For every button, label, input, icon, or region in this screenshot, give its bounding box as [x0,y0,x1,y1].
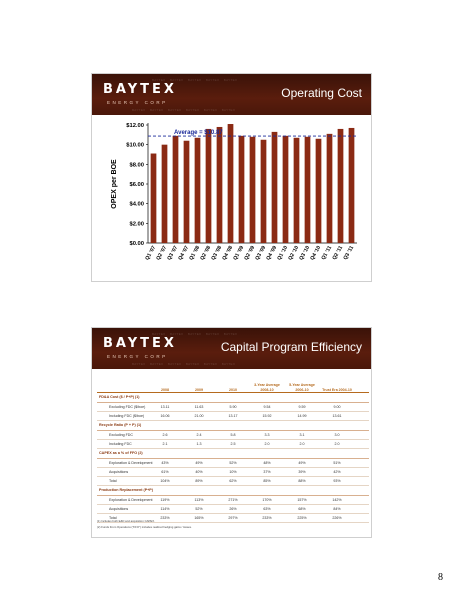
x-tick-label: Q3 '07 [166,245,180,262]
table-row [97,459,369,468]
table-cell: 2.0 [299,442,305,446]
bar [327,134,333,243]
row-label: Excluding FDC ($/boe) [109,405,146,409]
y-tick-label: $12.00 [126,123,144,129]
bar [162,145,168,243]
x-tick-label: Q3 '08 [210,245,224,262]
table-row [97,468,369,477]
table-cell: 14.99 [297,414,307,418]
bar [151,154,157,243]
table-cell: 89% [195,479,203,483]
bar [184,141,190,243]
y-tick-label: $0.00 [129,241,144,247]
column-header: 3-Year Average 2008-10 [254,383,280,392]
table-cell: 9.54 [263,405,271,409]
bar [272,132,278,243]
table-cell: 233% [160,516,170,520]
table-row [97,412,369,421]
footnote-2: (2) Funds From Operations ("FFO") includes realized hedging gains / losses. [97,525,192,529]
table-cell: 3.1 [299,433,305,437]
bar [239,136,245,243]
table-cell: 62% [229,479,237,483]
table-cell: 3.0 [334,433,340,437]
x-tick-label: Q1 '07 [144,245,158,262]
column-header: 5-Year Average 2006-10 [289,383,315,392]
section-title: CAPEX as a % of FFO (2) [97,449,369,459]
table-row [97,403,369,412]
y-tick-label: $4.00 [129,201,144,208]
watermark: BAYTEX BAYTEX BAYTEX BAYTEX BAYTEX BAYTEX [132,108,236,112]
table-cell: 49% [195,461,203,465]
x-tick-label: Q1 '08 [188,245,202,262]
table-cell: 84% [333,507,341,511]
table-cell: 13.11 [160,405,170,409]
page-number: 8 [438,572,443,583]
slide-header [92,328,371,369]
table-cell: 42% [333,470,341,474]
table-cell: 297% [228,516,238,520]
bar [206,129,212,243]
x-tick-label: Q1 '11 [320,245,334,262]
table-cell: 88% [298,479,306,483]
column-header: Trust Era 2004-10 [322,387,352,392]
bar [228,124,234,243]
x-tick-label: Q4 '09 [265,245,279,262]
table-cell: 13.17 [228,414,238,418]
table-cell: 9.59 [298,405,306,409]
bar [294,138,300,243]
table-cell: 2.6 [162,433,168,437]
row-label: Acquisitions [109,507,129,511]
table-cell: 113% [194,498,204,502]
logo-subtitle: ENERGY CORP [107,100,168,105]
column-header: 2010 [229,387,237,392]
bar [195,138,201,243]
table-cell: 10% [229,470,237,474]
table-cell: 48% [263,461,271,465]
table-cell: 26% [229,507,237,511]
table-cell: 93% [333,479,341,483]
y-tick-label: $2.00 [129,221,144,228]
bar [173,136,179,243]
y-tick-label: $8.00 [129,162,144,169]
table-cell: 85% [263,479,271,483]
watermark: BAYTEX BAYTEX BAYTEX BAYTEX BAYTEX [152,332,238,336]
table-cell: 9.00 [333,405,341,409]
x-tick-label: Q2 '09 [243,245,257,262]
slide-title: Operating Cost [281,86,362,100]
x-tick-label: Q3 '10 [298,245,312,262]
table-cell: 52% [229,461,237,465]
row-label: Total [109,479,117,483]
table-cell: 271% [228,498,238,502]
average-label: Average = $10.87 [174,130,223,137]
table-cell: 49% [298,461,306,465]
table-cell: 157% [297,498,307,502]
footnote-1: (1) Includes both E&D and acquisition CAPEX. [97,519,155,523]
column-header: 2009 [195,387,203,392]
table-cell: 5.90 [229,405,237,409]
x-tick-label: Q4 '10 [309,245,323,262]
watermark: BAYTEX BAYTEX BAYTEX BAYTEX BAYTEX BAYTEX [132,362,236,366]
x-tick-label: Q2 '07 [155,245,169,262]
bar [316,139,322,243]
efficiency-table [97,371,369,523]
table-cell: 43% [161,461,169,465]
row-label: Including FDC ($/boe) [109,414,145,418]
table-header-row [97,371,369,393]
bar [338,129,344,243]
row-label: Including FDC [109,442,132,446]
table-cell: 21.00 [194,414,204,418]
table-cell: 170% [262,498,272,502]
x-tick-label: Q1 '10 [276,245,290,262]
table-cell: 15.92 [262,414,272,418]
x-tick-label: Q2 '10 [287,245,301,262]
table-cell: 16.06 [160,414,170,418]
y-tick-label: $6.00 [129,182,144,188]
operating-cost-slide [91,73,372,282]
x-tick-label: Q4 '08 [221,245,235,262]
watermark: BAYTEX BAYTEX BAYTEX BAYTEX BAYTEX [152,78,238,82]
table-cell: 225% [297,516,307,520]
x-tick-label: Q2 '08 [199,245,213,262]
table-row [97,440,369,449]
x-tick-label: Q2 '11 [331,245,345,262]
bar [250,137,256,243]
slide-header [92,74,371,115]
baytex-logo: BAYTEX [103,82,177,97]
table-cell: 11.63 [194,405,204,409]
section-title: FD&A Cost ($ / P+P) (1) [97,393,369,403]
table-cell: 61% [161,470,169,474]
table-cell: 2.0 [334,442,340,446]
row-label: Exploration & Development [109,461,153,465]
table-row [97,477,369,486]
table-cell: 13.61 [332,414,342,418]
x-tick-label: Q3 '11 [342,245,356,262]
table-cell: 37% [263,470,271,474]
x-tick-label: Q4 '07 [177,245,191,262]
column-header: 2008 [161,387,169,392]
table-cell: 39% [298,470,306,474]
bar [349,128,355,243]
table-cell: 63% [263,507,271,511]
table-cell: 2.5 [230,442,236,446]
table-row [97,431,369,440]
slide-title: Capital Program Efficiency [220,340,362,354]
table-cell: 3.3 [264,433,270,437]
table-cell: 119% [160,498,170,502]
row-label: Total [109,516,117,520]
row-label: Exploration & Development [109,498,153,502]
table-cell: 233% [262,516,272,520]
table-cell: 165% [194,516,204,520]
table-cell: 51% [333,461,341,465]
table-cell: 142% [332,498,342,502]
table-cell: 40% [195,470,203,474]
capital-efficiency-slide [91,327,372,538]
y-axis-title: OPEX per BOE [111,159,118,209]
bar [305,137,311,243]
row-label: Acquisitions [109,470,129,474]
table-cell: 1.3 [196,442,202,446]
table-cell: 2.1 [162,442,168,446]
table-cell: 5.8 [230,433,236,437]
bar [283,136,289,243]
section-title: Recycle Ratio (P + P) (1) [97,421,369,431]
baytex-logo: BAYTEX [103,336,177,351]
opex-bar-chart [92,115,371,281]
section-title: Production Replacement (P+P) [97,486,369,496]
x-tick-label: Q1 '09 [232,245,246,262]
table-cell: 68% [298,507,306,511]
table-cell: 2.0 [264,442,270,446]
table-cell: 226% [332,516,342,520]
table-row [97,496,369,505]
table-row [97,505,369,514]
bar [217,127,223,243]
table-cell: 104% [160,479,170,483]
row-label: Excluding FDC [109,433,133,437]
table-cell: 114% [160,507,170,511]
table-cell: 2.4 [196,433,202,437]
logo-subtitle: ENERGY CORP [107,354,168,359]
y-tick-label: $10.00 [126,142,144,149]
x-tick-label: Q3 '09 [254,245,268,262]
bar [261,140,267,243]
table-cell: 52% [195,507,203,511]
